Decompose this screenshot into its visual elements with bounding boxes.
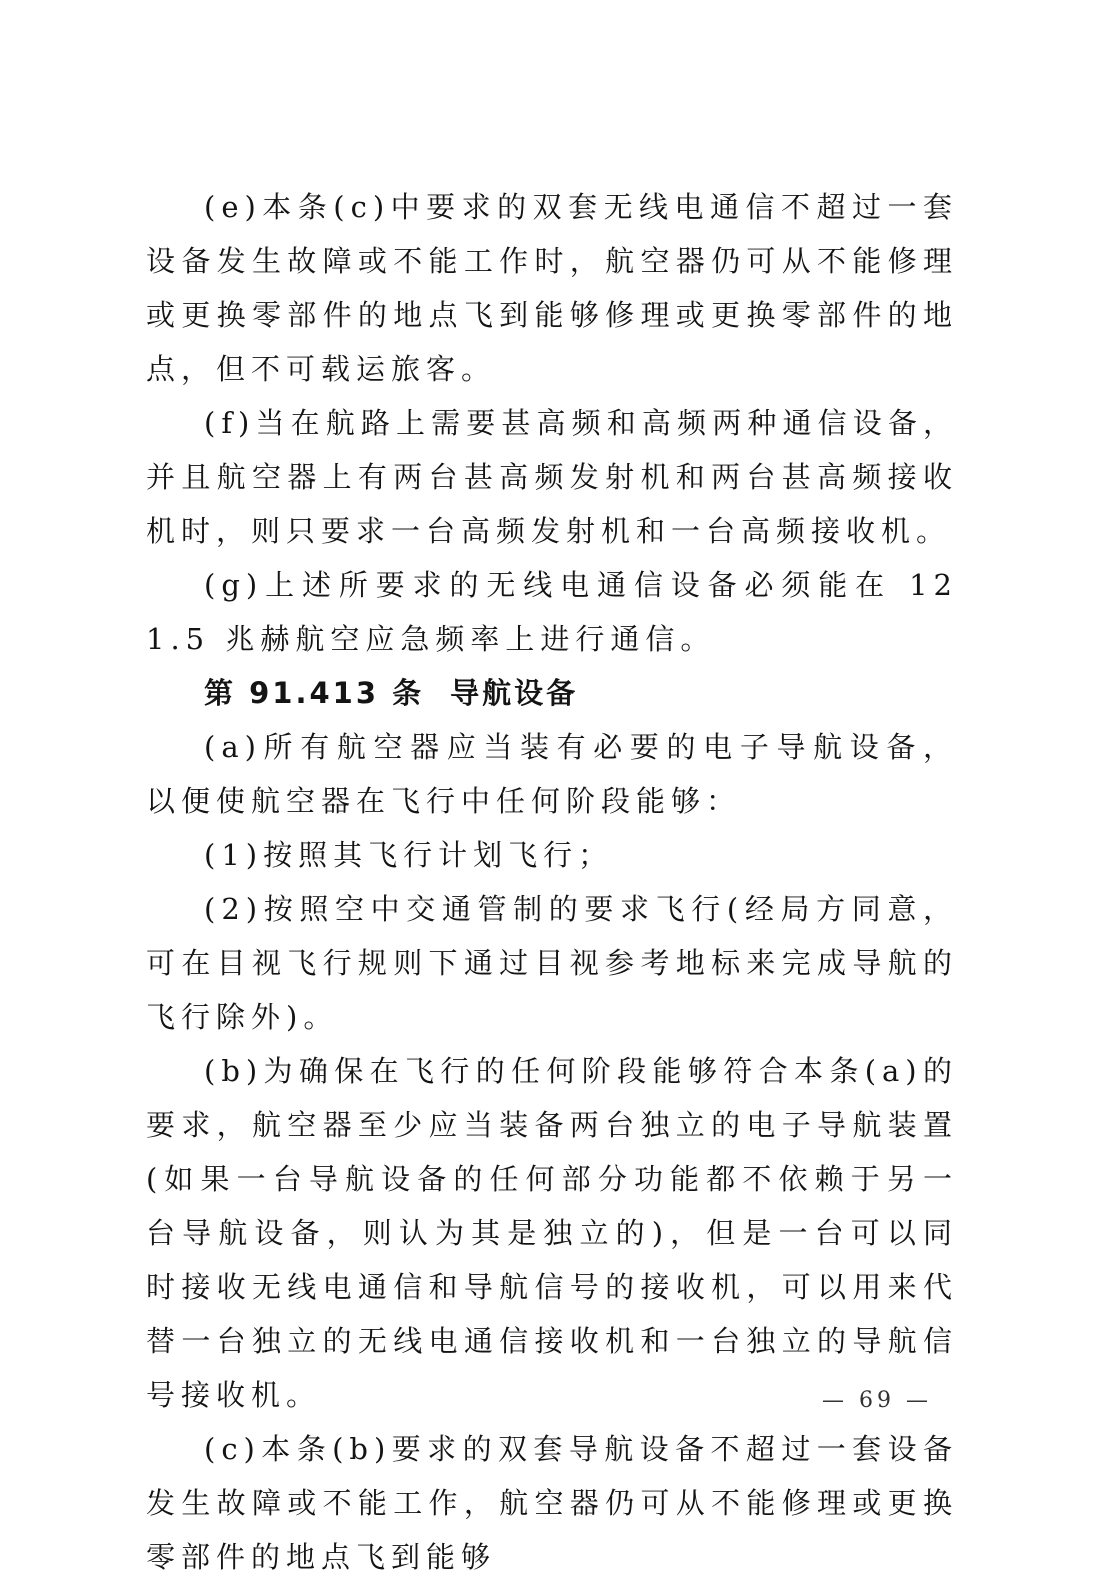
section-title: 导航设备 bbox=[450, 676, 579, 710]
section-heading bbox=[146, 666, 958, 720]
paragraph-f: (f)当在航路上需要甚高频和高频两种通信设备，并且航空器上有两台甚高频发射机和两台甚高频接收机时，则只要求一台高频发射机和一台高频接收机。 bbox=[146, 406, 958, 548]
paragraph-a-2: (2)按照空中交通管制的要求飞行(经局方同意，可在目视飞行规则下通过目视参考地标来完成导航的飞行除外)。 bbox=[146, 892, 958, 1034]
page-number: — 69 — bbox=[822, 1388, 932, 1413]
section-number: 第 91.413 条 bbox=[204, 676, 425, 710]
paragraph-e: (e)本条(c)中要求的双套无线电通信不超过一套设备发生故障或不能工作时，航空器仍可从不能修理或更换零部件的地点飞到能够修理或更换零部件的地点，但不可载运旅客。 bbox=[146, 190, 958, 386]
paragraph-c: (c)本条(b)要求的双套导航设备不超过一套设备发生故障或不能工作，航空器仍可从不能修理或更换零部件的地点飞到能够 bbox=[146, 1432, 958, 1574]
paragraph-g: (g)上述所要求的无线电通信设备必须能在 121.5 兆赫航空应急频率上进行通信。 bbox=[146, 568, 958, 656]
body-text bbox=[146, 180, 958, 1584]
paragraph-b: (b)为确保在飞行的任何阶段能够符合本条(a)的要求，航空器至少应当装备两台独立的电子导航装置(如果一台导航设备的任何部分功能都不依赖于另一台导航设备，则认为其是独立的)，但是一台可以同时接收无线电通信和导航信号的接收机，可以用来代替一台独立的无线电通信接收机和一台独立的导航信号接收机。 bbox=[146, 1054, 958, 1412]
paragraph-a: (a)所有航空器应当装有必要的电子导航设备，以便使航空器在飞行中任何阶段能够： bbox=[146, 730, 958, 818]
paragraph-a-1: (1)按照其飞行计划飞行； bbox=[204, 838, 614, 872]
